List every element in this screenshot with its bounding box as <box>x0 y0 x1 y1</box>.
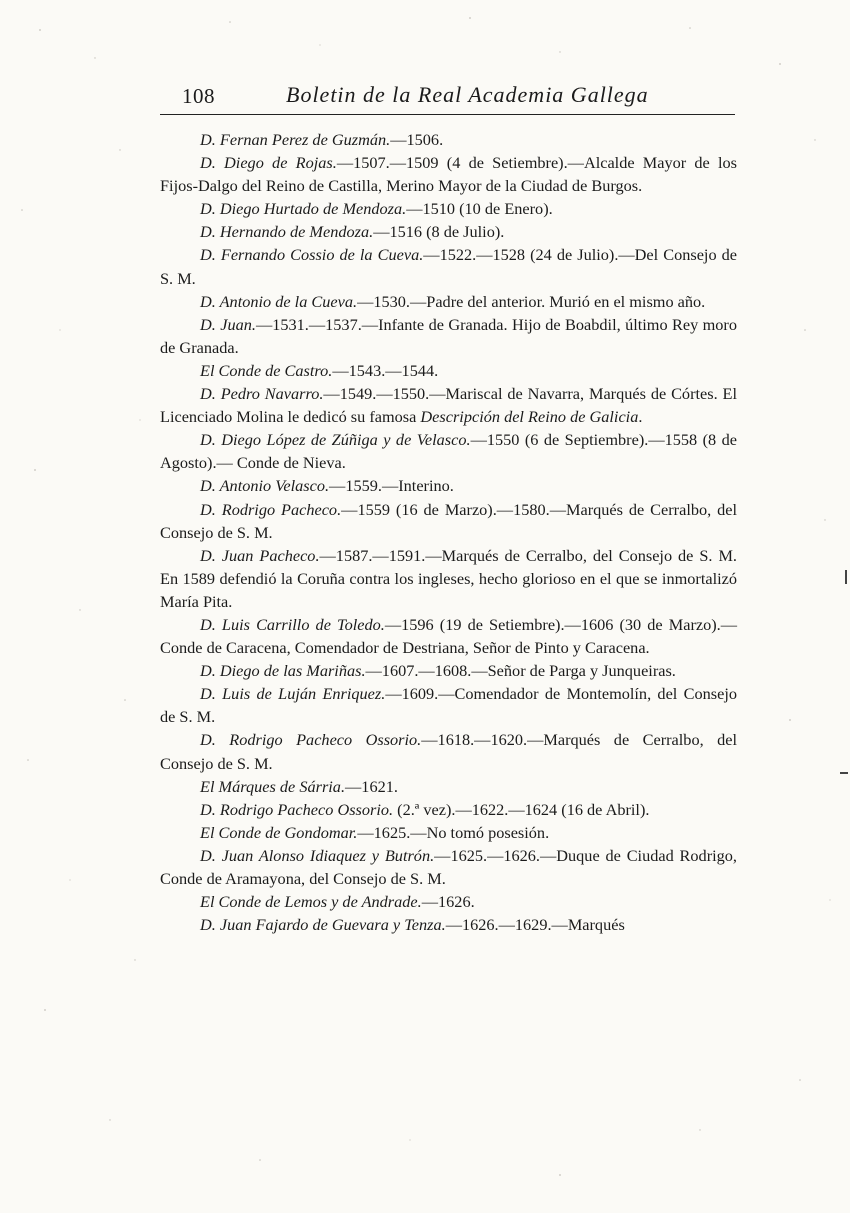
entry-name: D. Pedro Navarro. <box>200 384 324 404</box>
list-item <box>160 382 737 428</box>
list-item <box>160 313 737 359</box>
list-item <box>160 243 737 289</box>
list-item <box>160 890 737 913</box>
entry-name: El Conde de Gondomar. <box>200 822 358 842</box>
entry-text: —1618.—1620.—Marqués de Cerralbo, del Consejo de S. M. <box>160 730 738 773</box>
entry-name: D. Hernando de Mendoza. <box>200 222 374 242</box>
entry-name: D. Diego López de Zúñiga y de Velasco. <box>200 430 471 450</box>
entry-text-end: . <box>638 407 643 427</box>
entry-text: —1596 (19 de Setiembre).—1606 (30 de Marzo).—Conde de Caracena, Comendador de Destriana, Señor de Pinto y Caracena. <box>160 614 738 658</box>
running-header <box>160 80 735 115</box>
list-item <box>160 428 737 474</box>
list-item <box>160 613 737 659</box>
entry-name: D. Juan Pacheco. <box>200 545 320 565</box>
list-item <box>160 659 737 682</box>
list-item <box>160 544 737 613</box>
list-item <box>160 682 737 728</box>
list-item <box>160 359 737 382</box>
entry-name: El Conde de Castro. <box>200 360 333 380</box>
entry-text: —1507.—1509 (4 de Setiembre).—Alcalde Mayor de los Fijos-Dalgo del Reino de Castilla, Merino Mayor de la Ciudad de Burgos. <box>160 153 737 196</box>
list-item <box>160 128 737 151</box>
book-title: Descripción del Reino de Galicia <box>420 407 639 427</box>
list-item <box>160 775 737 798</box>
entry-text: —1587.—1591.—Marqués de Cerralbo, del Consejo de S. M. En 1589 defendió la Coruña contra los ingleses, hecho glorioso en el que se inmortalizó María Pita. <box>160 545 738 611</box>
entry-name: D. Juan Alonso Idiaquez y Butrón. <box>200 845 435 865</box>
entry-name: D. Fernando Cossio de la Cueva. <box>200 245 424 265</box>
entry-name: D. Rodrigo Pacheco. <box>200 499 342 519</box>
entry-name: D. Juan. <box>200 314 256 334</box>
entry-text: —1549.—1550.—Mariscal de Navarra, Marqués de Córtes. El Licenciado Molina le dedicó su famosa <box>160 384 737 427</box>
entry-name: D. Diego de Rojas. <box>200 153 337 173</box>
entry-name: El Conde de Lemos y de Andrade. <box>200 892 422 912</box>
entry-text: —1559.—Interino. <box>329 476 454 496</box>
entry-text: —1621. <box>345 776 398 796</box>
entry-text: —1522.—1528 (24 de Julio).—Del Consejo de S. M. <box>160 245 737 288</box>
entry-name: D. Antonio Velasco. <box>200 476 330 496</box>
entry-text: —1530.—Padre del anterior. Murió en el mismo año. <box>357 291 706 311</box>
entry-name: D. Rodrigo Pacheco Ossorio. <box>200 730 422 750</box>
entry-name: D. Luis de Luján Enriquez. <box>200 684 386 704</box>
entry-name: D. Diego de las Mariñas. <box>200 661 366 681</box>
entry-name: D. Luis Carrillo de Toledo. <box>200 614 385 634</box>
entry-text: —1626.—1629.—Marqués <box>445 915 625 935</box>
entry-text: —1516 (8 de Julio). <box>373 222 505 242</box>
list-item <box>160 151 737 197</box>
entry-text: —1531.—1537.—Infante de Granada. Hijo de Boabdil, último Rey moro de Granada. <box>160 314 737 357</box>
list-item <box>160 728 737 774</box>
entry-text: —1609.—Comendador de Montemolín, del Consejo de S. M. <box>160 684 737 727</box>
entry-text: —1625.—No tomó posesión. <box>357 822 550 842</box>
entry-name: D. Antonio de la Cueva. <box>200 291 358 311</box>
entry-text: —1510 (10 de Enero). <box>406 199 553 219</box>
list-item <box>160 844 737 890</box>
entry-name: D. Fernan Perez de Guzmán. <box>200 130 391 149</box>
list-item <box>160 913 737 936</box>
entry-name: El Márques de Sárria. <box>200 776 346 796</box>
entry-text: —1625.—1626.—Duque de Ciudad Rodrigo, Conde de Aramayona, del Consejo de S. M. <box>160 845 737 888</box>
list-item <box>160 498 737 544</box>
list-item <box>160 474 737 497</box>
entry-text: —1607.—1608.—Señor de Parga y Junqueiras. <box>365 661 676 681</box>
list-item <box>160 290 737 313</box>
entry-text: —1550 (6 de Septiembre).—1558 (8 de Agosto).— Conde de Nieva. <box>160 430 737 473</box>
entry-name: D. Rodrigo Pacheco Ossorio. <box>200 799 394 819</box>
entry-name: D. Diego Hurtado de Mendoza. <box>200 199 407 219</box>
list-item <box>160 821 737 844</box>
list-item <box>160 220 737 243</box>
page-number: 108 <box>182 84 215 108</box>
entry-text: —1506. <box>390 130 444 149</box>
list-item <box>160 197 737 220</box>
entry-text: (2.ª vez).—1622.—1624 (16 de Abril). <box>393 799 650 819</box>
entry-text: —1626. <box>421 892 475 912</box>
governor-list <box>160 128 737 936</box>
entry-text: —1559 (16 de Marzo).—1580.—Marqués de Cerralbo, del Consejo de S. M. <box>160 499 738 542</box>
list-item <box>160 798 737 821</box>
entry-name: D. Juan Fajardo de Guevara y Tenza. <box>200 915 446 935</box>
journal-title: Boletin de la Real Academia Gallega <box>286 82 649 107</box>
entry-text: —1543.—1544. <box>332 360 439 380</box>
